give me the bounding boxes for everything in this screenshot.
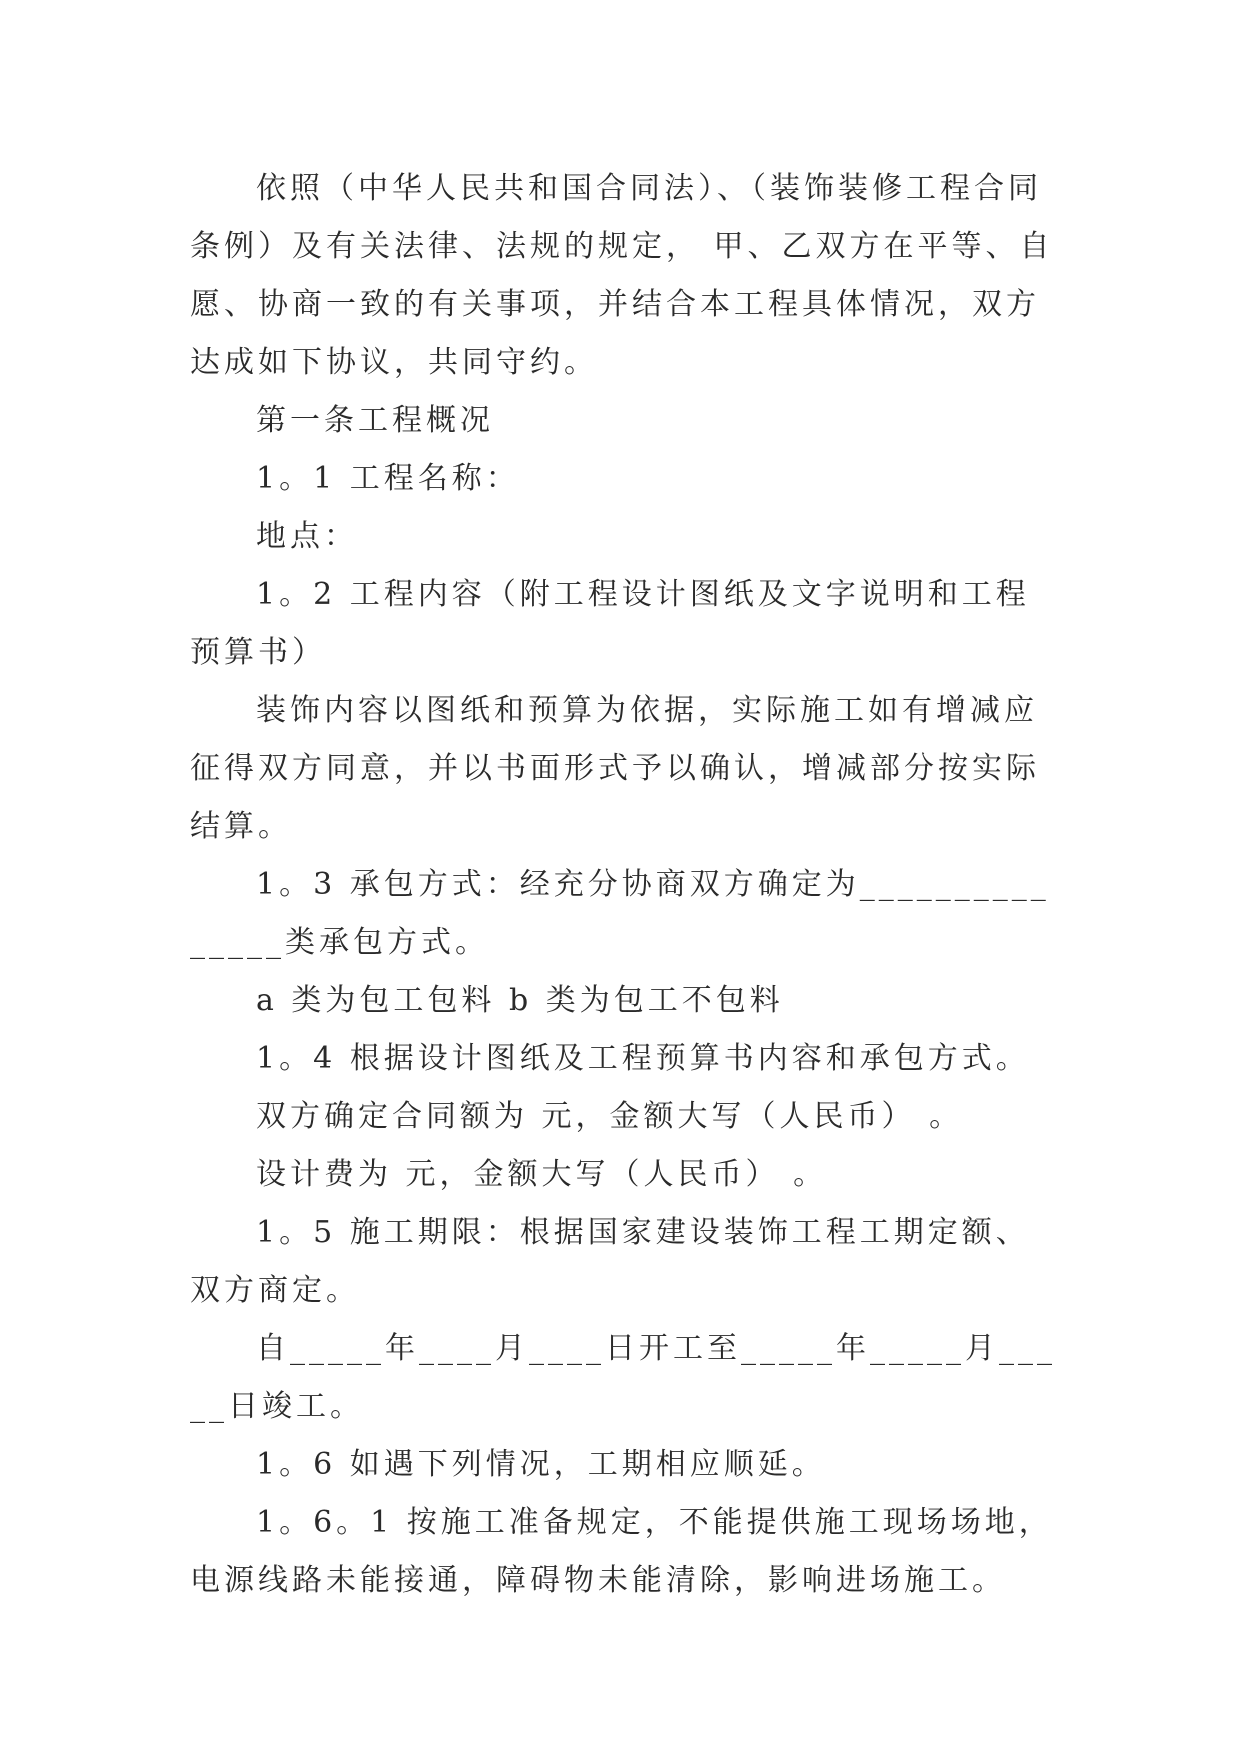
clause-location: 地点： <box>256 519 358 554</box>
clause-1-4-contract-amount: 1。4 根据设计图纸及工程预算书内容和承包方式。 <box>256 1041 1030 1076</box>
clause-1-5-construction-period: 1。5 施工期限：根据国家建设装饰工程工期定额、双方商定。 <box>190 1215 1030 1308</box>
clause-1-6-1-site-preparation: 1。6。1 按施工准备规定，不能提供施工现场场地，电源线路未能接通，障碍物未能清除，影响进场施工。 <box>190 1505 1053 1598</box>
paragraph-contract-types: a 类为包工包料 b 类为包工不包料 <box>256 983 784 1018</box>
clause-1-6-extension: 1。6 如遇下列情况，工期相应顺延。 <box>256 1447 826 1482</box>
article-1-heading: 第一条工程概况 <box>256 403 494 438</box>
document-body <box>190 160 1056 1610</box>
paragraph-intro: 依照（中华人民共和国合同法）、（装饰装修工程合同条例）及有关法律、法规的规定， 甲、乙双方在平等、自愿、协商一致的有关事项，并结合本工程具体情况，双方达成如下协议，共同守约。 <box>190 171 1054 380</box>
paragraph-contract-sum: 双方确定合同额为 元，金额大写（人民币） 。 <box>256 1099 964 1134</box>
clause-1-3-contract-method: 1。3 承包方式：经充分协商双方确定为_______________类承包方式。 <box>190 867 1050 960</box>
paragraph-design-fee: 设计费为 元，金额大写（人民币） 。 <box>256 1157 828 1192</box>
clause-1-1-project-name: 1。1 工程名称： <box>256 461 520 496</box>
paragraph-decoration-content: 装饰内容以图纸和预算为依据，实际施工如有增减应征得双方同意，并以书面形式予以确认，增减部分按实际结算。 <box>190 693 1040 844</box>
paragraph-start-end-dates: 自_____年____月____日开工至_____年_____月_____日竣工。 <box>190 1331 1056 1424</box>
clause-1-2-project-content: 1。2 工程内容（附工程设计图纸及文字说明和工程预算书） <box>190 577 1030 670</box>
